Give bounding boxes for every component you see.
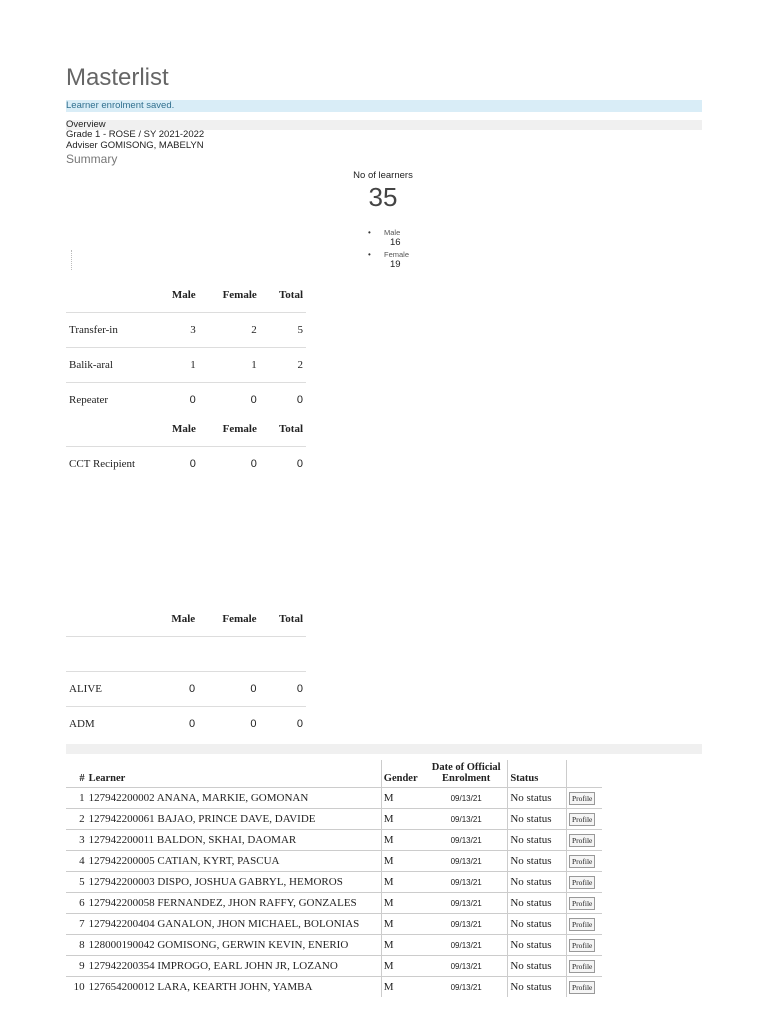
action-cell bbox=[566, 893, 602, 914]
learner-list-bar bbox=[66, 744, 702, 754]
learner-cell bbox=[87, 872, 382, 893]
overview-label: Overview bbox=[66, 119, 106, 130]
table-row bbox=[66, 893, 602, 914]
learner-cell bbox=[87, 788, 382, 809]
row-index: 9 bbox=[66, 956, 87, 977]
table-row bbox=[66, 935, 602, 956]
learner-table-body bbox=[66, 788, 602, 998]
row-index: 1 bbox=[66, 788, 87, 809]
column-header: Female bbox=[222, 423, 257, 435]
grade-section: Grade 1 - ROSE / SY 2021-2022 bbox=[66, 129, 205, 140]
column-header-status: Status bbox=[508, 760, 567, 788]
row-label: ALIVE bbox=[66, 672, 144, 707]
learner-status: No status bbox=[508, 914, 567, 935]
enrolment-date: 09/13/21 bbox=[425, 893, 508, 914]
enrolment-date: 09/13/21 bbox=[425, 956, 508, 977]
column-header-date-line2: Enrolment bbox=[442, 773, 491, 784]
gender-male-label: Male bbox=[384, 228, 401, 237]
learner-lrn: 127942200002 bbox=[88, 792, 155, 804]
summary-table-enrolment bbox=[66, 278, 306, 417]
gender-male bbox=[368, 228, 409, 250]
table-row bbox=[66, 977, 602, 998]
total-count: 0 bbox=[260, 707, 306, 742]
learner-cell bbox=[87, 956, 382, 977]
column-header-gender: Gender bbox=[381, 760, 425, 788]
learner-name: IMPROGO, EARL JOHN JR, LOZANO bbox=[157, 960, 338, 972]
gender-breakdown bbox=[368, 228, 409, 272]
learner-gender: M bbox=[381, 914, 425, 935]
total-count: 5 bbox=[260, 313, 306, 348]
learner-gender: M bbox=[381, 851, 425, 872]
column-header: Total bbox=[278, 613, 303, 625]
learner-cell bbox=[87, 977, 382, 998]
learner-gender: M bbox=[381, 872, 425, 893]
profile-button[interactable]: Profile bbox=[569, 792, 595, 805]
learner-name: DISPO, JOSHUA GABRYL, HEMOROS bbox=[157, 876, 343, 888]
column-header: Total bbox=[278, 423, 303, 435]
gender-male-count: 16 bbox=[390, 237, 401, 248]
summary-table-cct bbox=[66, 412, 306, 481]
table-row bbox=[66, 348, 306, 383]
gender-female-count: 19 bbox=[390, 259, 401, 270]
action-cell bbox=[566, 788, 602, 809]
learner-status: No status bbox=[508, 830, 567, 851]
total-count: 0 bbox=[260, 383, 306, 418]
male-count: 1 bbox=[144, 348, 198, 383]
learner-lrn: 127654200012 bbox=[88, 981, 155, 993]
female-count: 1 bbox=[199, 348, 260, 383]
learner-cell bbox=[87, 914, 382, 935]
enrolment-date: 09/13/21 bbox=[425, 809, 508, 830]
row-index: 6 bbox=[66, 893, 87, 914]
profile-button[interactable]: Profile bbox=[569, 897, 595, 910]
learner-gender: M bbox=[381, 893, 425, 914]
row-label: Repeater bbox=[66, 383, 144, 418]
table-row bbox=[66, 830, 602, 851]
learner-cell bbox=[87, 935, 382, 956]
learner-cell bbox=[87, 830, 382, 851]
learner-lrn: 127942200058 bbox=[88, 897, 155, 909]
learners-count-label: No of learners bbox=[353, 170, 413, 181]
dotted-divider bbox=[71, 250, 72, 270]
female-count: 0 bbox=[198, 672, 259, 707]
table-row bbox=[66, 809, 602, 830]
total-count: 0 bbox=[260, 672, 306, 707]
row-index: 10 bbox=[66, 977, 87, 998]
enrolment-date: 09/13/21 bbox=[425, 935, 508, 956]
profile-button[interactable]: Profile bbox=[569, 960, 595, 973]
learner-lrn: 127942200005 bbox=[88, 855, 155, 867]
learner-gender: M bbox=[381, 935, 425, 956]
learner-status: No status bbox=[508, 851, 567, 872]
row-label: ADM bbox=[66, 707, 144, 742]
success-alert: Learner enrolment saved. bbox=[66, 100, 702, 112]
column-header: Male bbox=[171, 289, 196, 301]
female-count: 0 bbox=[198, 707, 259, 742]
action-cell bbox=[566, 872, 602, 893]
table-row bbox=[66, 956, 602, 977]
enrolment-date: 09/13/21 bbox=[425, 977, 508, 998]
learner-cell bbox=[87, 809, 382, 830]
learner-name: LARA, KEARTH JOHN, YAMBA bbox=[157, 981, 313, 993]
learner-lrn: 127942200011 bbox=[88, 834, 155, 846]
total-count: 2 bbox=[260, 348, 306, 383]
action-cell bbox=[566, 977, 602, 998]
table-row bbox=[66, 788, 602, 809]
column-header-enrolment-date bbox=[425, 760, 508, 788]
table-row bbox=[66, 313, 306, 348]
learner-status: No status bbox=[508, 893, 567, 914]
learner-gender: M bbox=[381, 788, 425, 809]
table-row-empty bbox=[66, 637, 306, 672]
learner-status: No status bbox=[508, 788, 567, 809]
learners-count-total: 35 bbox=[368, 182, 398, 212]
enrolment-date: 09/13/21 bbox=[425, 872, 508, 893]
action-cell bbox=[566, 851, 602, 872]
column-header-index: # bbox=[66, 760, 87, 788]
row-index: 3 bbox=[66, 830, 87, 851]
summary-table-programs bbox=[66, 602, 306, 741]
gender-female-label: Female bbox=[384, 250, 410, 259]
table-row bbox=[66, 707, 306, 742]
column-header bbox=[66, 278, 144, 313]
column-header-learner: Learner bbox=[87, 760, 382, 788]
learner-lrn: 127942200061 bbox=[88, 813, 155, 825]
learner-name: GOMISONG, GERWIN KEVIN, ENERIO bbox=[157, 939, 349, 951]
profile-button[interactable]: Profile bbox=[569, 813, 595, 826]
table-row bbox=[66, 872, 602, 893]
adviser-name: Adviser GOMISONG, MABELYN bbox=[66, 140, 204, 151]
female-count: 0 bbox=[199, 447, 260, 482]
learner-cell bbox=[87, 893, 382, 914]
summary-label: Summary bbox=[66, 152, 118, 166]
enrolment-date: 09/13/21 bbox=[425, 914, 508, 935]
learner-status: No status bbox=[508, 809, 567, 830]
learner-status: No status bbox=[508, 935, 567, 956]
learner-gender: M bbox=[381, 809, 425, 830]
learner-name: BALDON, SKHAI, DAOMAR bbox=[156, 834, 297, 846]
column-header: Male bbox=[171, 613, 196, 625]
learner-lrn: 128000190042 bbox=[88, 939, 155, 951]
enrolment-date: 09/13/21 bbox=[425, 830, 508, 851]
row-label: Balik-aral bbox=[66, 348, 144, 383]
learner-gender: M bbox=[381, 977, 425, 998]
page-title: Masterlist bbox=[66, 64, 169, 91]
row-index: 2 bbox=[66, 809, 87, 830]
learner-name: FERNANDEZ, JHON RAFFY, GONZALES bbox=[157, 897, 357, 909]
male-count: 0 bbox=[144, 383, 198, 418]
action-cell bbox=[566, 809, 602, 830]
male-count: 3 bbox=[144, 313, 198, 348]
learner-table bbox=[66, 760, 602, 997]
learner-name: CATIAN, KYRT, PASCUA bbox=[157, 855, 280, 867]
column-header: Male bbox=[172, 423, 196, 435]
female-count: 2 bbox=[199, 313, 260, 348]
male-count: 0 bbox=[144, 707, 199, 742]
learner-status: No status bbox=[508, 956, 567, 977]
male-count: 0 bbox=[144, 672, 199, 707]
learner-name: ANANA, MARKIE, GOMONAN bbox=[156, 792, 309, 804]
total-count: 0 bbox=[260, 447, 306, 482]
row-index: 5 bbox=[66, 872, 87, 893]
table-row bbox=[66, 914, 602, 935]
action-cell bbox=[566, 956, 602, 977]
learner-name: BAJAO, PRINCE DAVE, DAVIDE bbox=[157, 813, 316, 825]
profile-button[interactable]: Profile bbox=[569, 834, 595, 847]
column-header: Female bbox=[222, 289, 257, 301]
column-header-date-line1: Date of Official bbox=[431, 762, 501, 773]
learner-status: No status bbox=[508, 977, 567, 998]
action-cell bbox=[566, 914, 602, 935]
table-row bbox=[66, 447, 306, 482]
profile-button[interactable]: Profile bbox=[569, 876, 595, 889]
row-index: 7 bbox=[66, 914, 87, 935]
enrolment-date: 09/13/21 bbox=[425, 851, 508, 872]
column-header bbox=[66, 412, 145, 447]
column-header bbox=[66, 602, 144, 637]
profile-button[interactable]: Profile bbox=[569, 981, 595, 994]
profile-button[interactable]: Profile bbox=[569, 918, 595, 931]
profile-button[interactable]: Profile bbox=[569, 939, 595, 952]
enrolment-date: 09/13/21 bbox=[425, 788, 508, 809]
male-count: 0 bbox=[145, 447, 199, 482]
learner-status: No status bbox=[508, 872, 567, 893]
action-cell bbox=[566, 830, 602, 851]
row-index: 8 bbox=[66, 935, 87, 956]
column-header-action bbox=[566, 760, 602, 788]
column-header: Female bbox=[222, 613, 257, 625]
learner-gender: M bbox=[381, 830, 425, 851]
action-cell bbox=[566, 935, 602, 956]
gender-female bbox=[368, 250, 409, 272]
table-row bbox=[66, 851, 602, 872]
learner-lrn: 127942200404 bbox=[88, 918, 155, 930]
column-header: Total bbox=[278, 289, 303, 301]
learner-name: GANALON, JHON MICHAEL, BOLONIAS bbox=[157, 918, 360, 930]
learner-gender: M bbox=[381, 956, 425, 977]
row-index: 4 bbox=[66, 851, 87, 872]
female-count: 0 bbox=[199, 383, 260, 418]
row-label: CCT Recipient bbox=[66, 447, 145, 482]
learner-cell bbox=[87, 851, 382, 872]
row-label: Transfer-in bbox=[66, 313, 144, 348]
profile-button[interactable]: Profile bbox=[569, 855, 595, 868]
learner-lrn: 127942200354 bbox=[88, 960, 155, 972]
learner-lrn: 127942200003 bbox=[88, 876, 155, 888]
table-row bbox=[66, 672, 306, 707]
